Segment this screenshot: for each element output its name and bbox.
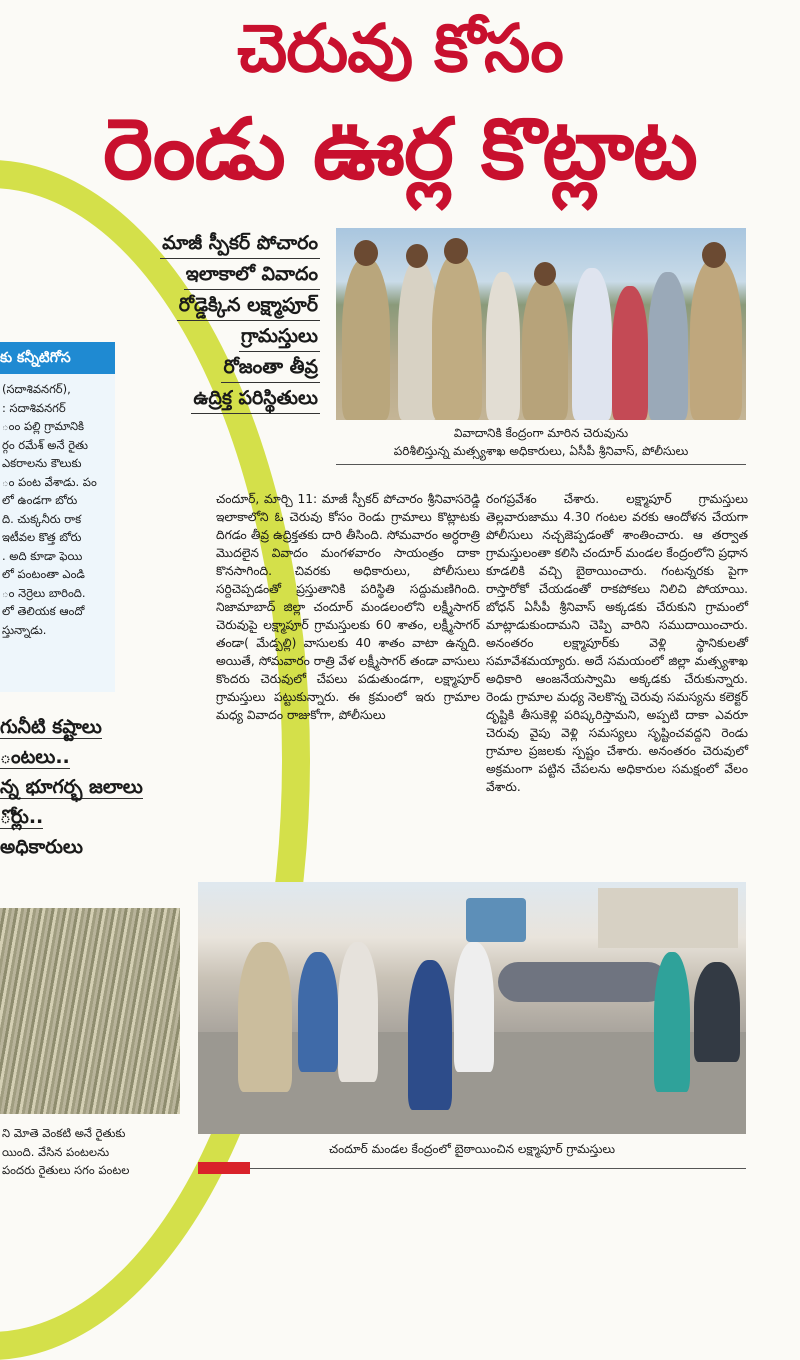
left-story-line: : సదాశివనగర్ [2,400,66,415]
left-story-title: కు కన్నీటిగోస [0,342,115,374]
left-bottom-line: ని మోతె వెంకటి అనే రైతుకు [2,1126,126,1140]
subhead-line: ఇలాకాలో వివాదం [184,259,320,290]
left-headline-line: గునీటి కష్టాలు [0,716,102,738]
left-story-line: ంం పల్లి గ్రామానికి [2,419,85,433]
left-story-line: లో ఉండగా బోరు [2,493,78,507]
left-headline-line: ంటలు.. [0,746,70,768]
photo-officials-at-pond [336,228,746,420]
left-headlines [0,712,160,862]
left-story-line: స్తున్నాడు. [2,622,47,637]
left-story-line: (సదాశివనగర్), [2,382,71,396]
subhead-line: రోడ్డెక్కిన లక్ష్మాపూర్ [177,290,320,321]
left-story-line: ఎకరాలను కౌలుకు [2,456,82,470]
left-story-line: లో పంటంతా ఎండి [2,567,85,581]
left-bottom-text [0,1124,180,1180]
photo-road-protest [198,882,746,1134]
left-story-body [0,380,115,639]
subhead-line: ఉద్రిక్త పరిస్థితులు [191,383,320,414]
caption-line: వివాదానికి కేంద్రంగా మారిన చెరువును [453,426,629,440]
red-marker [198,1162,250,1174]
left-headline-line: అధికారులు [0,836,83,858]
article-column-2: రంగప్రవేశం చేశారు. లక్ష్మాపూర్ గ్రామస్తులు తెల్లవారుజాము 4.30 గంటల వరకు ఆందోళన చేయగా పోలీసులు నచ్చజెప్పడంతో శాంతించారు. ఆ తర్వాత గ్రామస్తులంతా కలిసి చందూర్ మండల కేంద్రంలోని ప్రధాన కూడలికి వచ్చి బైఠాయించారు. గంటన్నరకు పైగా రాస్తారోకో చేయడంతో రాకపోకలు నిలిచి పోయాయి. బోధన్ ఏసీపీ శ్రీనివాస్ అక్కడకు చేరుకుని గ్రామంలో మాట్లాడుకుందామని చెప్పి వారిని సముదాయించారు. అనంతరం లక్ష్మాపూర్‌కు వెళ్లి స్థానికులతో సమావేశమయ్యారు. అదే సమయంలో జిల్లా మత్స్యశాఖ అధికారి ఆంజనేయస్వామి అక్కడకు చేరుకున్నారు. రెండు గ్రామాల మధ్య నెలకొన్న చెరువు సమస్యను కలెక్టర్ దృష్టికి తీసుకెళ్లి పరిష్కరిస్తామని, అప్పటి దాకా ఎవరూ చెరువు వైపు వెళ్లి సమస్యలు సృష్టించవద్దని రెండు గ్రామాల ప్రజలకు స్పష్టం చేశారు. అనంతరం చెరువులో అక్రమంగా పట్టిన చేపలను అధికారుల సమక్షంలో వేలం వేశారు. [486,492,748,794]
subhead-line: రోజంతా తీవ్ర [221,352,320,383]
left-story-line: ర్గం రమేశ్ అనే రైతు [2,437,88,452]
caption-line: పరిశీలిస్తున్న మత్స్యశాఖ అధికారులు, ఏసీపీ శ్రీనివాస్, పోలీసులు [393,444,689,458]
subhead-line: గ్రామస్తులు [239,321,320,352]
article-column-1: చందూర్, మార్చి 11: మాజీ స్పీకర్ పోచారం శ్రీనివాసరెడ్డి ఇలాకాలోని ఓ చెరువు కోసం రెండు గ్రామాలు కొట్లాటకు దిగడం తీవ్ర ఉద్రిక్తతకు దారి తీసింది. సోమవారం అర్ధరాత్రి మొదలైన వివాదం మంగళవారం సాయంత్రం దాకా కొనసాగింది. చివరకు అధికారులు, పోలీసులు సర్దిచెప్పడంతో ప్రస్తుతానికి పరిస్థితి సద్దుమణిగింది. నిజామాబాద్ జిల్లా చందూర్ మండలంలోని లక్ష్మీసాగర్ చెరువుపై లక్ష్మాపూర్ గ్రామస్తులకు 60 శాతం, లక్ష్మీసాగర్ తండా( మేడ్పల్లి) వాసులకు 40 శాతం వాటా ఉన్నది. అయితే, సోమవారం రాత్రి వేళ లక్ష్మీసాగర్ తండా వాసులు కొందరు చెరువులో చేపలు పడుతుండగా, లక్ష్మాపూర్ గ్రామస్తులు పట్టుకున్నారు. ఈ క్రమంలో ఇరు గ్రామాల మధ్య వివాదం రాజుకోగా, పోలీసులు [216,492,480,722]
left-story-line: ం పంట వేశాడు. పం [2,474,97,489]
left-bottom-line: పందరు రైతులు సగం పంటల [2,1163,130,1177]
headline-line-1: చెరువు కోసం [237,10,563,87]
left-headline-line: న్న భూగర్భ జలాలు [0,776,143,798]
left-story-line: లో తెలియక ఆందో [2,604,85,618]
headline-line-2: రెండు ఊర్ల కొట్లాట [103,100,697,198]
left-bottom-line: యింది. వేసిన పంటలను [2,1144,110,1159]
subheads [120,228,320,414]
subhead-line: మాజీ స్పీకర్ పోచారం [160,228,320,259]
divider [336,464,746,465]
left-headline-line: ోర్లు.. [0,806,44,828]
divider [198,1168,746,1169]
left-story-line: ది. చుక్కనీరు రాక [2,511,82,526]
left-story-line: ం నెర్రెలు బారింది. [2,585,86,600]
left-story-line: . అది కూడా ఫెయి [2,548,83,563]
photo-dried-crops [0,908,180,1114]
photo2-caption: చందూర్ మండల కేంద్రంలో బైఠాయించిన లక్ష్మాపూర్ గ్రామస్తులు [328,1142,616,1156]
left-story-line: ఇటీవల కొత్త బోరు [2,530,82,544]
photo1-caption [336,424,746,460]
